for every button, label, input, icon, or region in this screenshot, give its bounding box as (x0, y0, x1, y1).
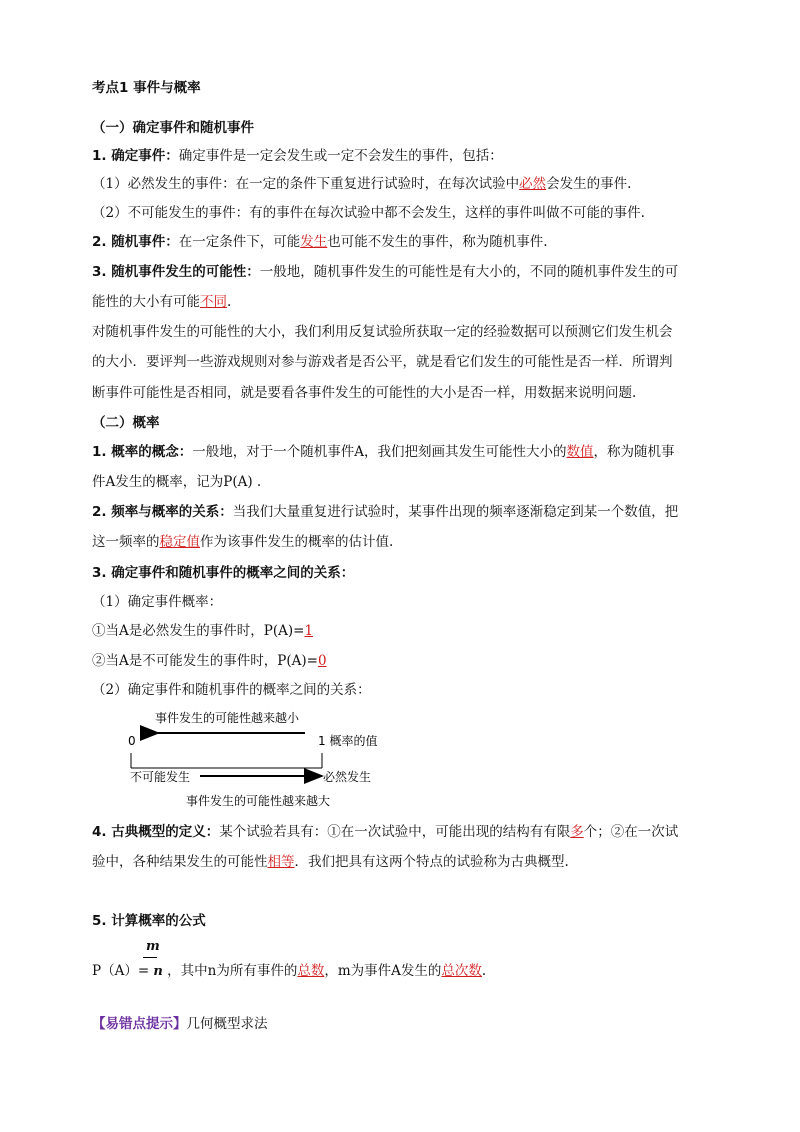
tip-line (92, 1014, 268, 1034)
text: 作为该事件发生的概率的估计值. (200, 534, 394, 550)
blank-answer: 1 (304, 623, 314, 639)
item-label: 2. 随机事件： (92, 234, 179, 250)
subheading-2: （二）概率 (92, 415, 160, 431)
scale-right-label: 1 概率的值 (318, 734, 378, 748)
item-prob-3d: （2）确定事件和随机事件的概率之间的关系： (92, 682, 371, 698)
item-label: 1. 概率的概念： (92, 444, 193, 460)
text: 验中，各种结果发生的可能性 (92, 854, 268, 870)
text: ，称为随机事 (593, 444, 675, 460)
tip-text: 几何概型求法 (186, 1016, 268, 1032)
text: ②当A是不可能发生的事件时，P(A)= (92, 653, 318, 669)
para-line: 断事件可能性是否相同，就是要看各事件发生的可能性的大小是否一样，用数据来说明问题. (92, 385, 637, 401)
text: ①当A是必然发生的事件时，P(A)= (92, 623, 305, 639)
text: 当我们大量重复进行试验时，某事件出现的频率逐渐稳定到某一个数值，把 (232, 504, 679, 520)
text: 一般地，对于一个随机事件A，我们把刻画其发生可能性大小的 (192, 444, 567, 460)
blank-answer: 多 (570, 824, 584, 840)
item-label: 2. 频率与概率的关系： (92, 504, 233, 520)
item-text: 确定事件是一定会发生或一定不会发生的事件，包括： (178, 148, 503, 164)
text: ，m为事件A发生的 (324, 963, 442, 979)
blank-answer: 稳定值 (159, 534, 200, 550)
item-label: 3. 随机事件发生的可能性： (92, 264, 260, 280)
blank-answer: 数值 (566, 444, 594, 460)
text: P（A）= (92, 963, 150, 979)
text: 也可能不发生的事件，称为随机事件. (327, 234, 548, 250)
item-prob-4 (92, 822, 678, 842)
bottom-left-label: 不可能发生 (130, 770, 191, 784)
text: 能性的大小有可能 (92, 294, 200, 310)
section-title: 考点1 事件与概率 (92, 80, 201, 96)
fraction-bar (143, 957, 157, 958)
blank-answer: 必然 (519, 176, 547, 192)
item-prob-4-line2 (92, 852, 569, 872)
blank-answer: 总次数 (441, 963, 482, 979)
item-label: 4. 古典概型的定义： (92, 824, 220, 840)
text: 个；②在一次试 (583, 824, 679, 840)
text: ．我们把具有这两个特点的试验称为古典概型. (294, 854, 569, 870)
item-prob-1-line2: 件A发生的概率，记为P(A) . (92, 474, 262, 490)
para-line: 的大小．要评判一些游戏规则对参与游戏者是否公平，就是看它们发生的可能性是否一样．所谓判 (92, 354, 673, 370)
scale-left-label: 0 (128, 734, 136, 748)
text: （1）必然发生的事件：在一定的条件下重复进行试验时，在每次试验中 (92, 176, 520, 192)
subheading-1: （一）确定事件和随机事件 (92, 120, 254, 136)
text: 某个试验若具有：①在一次试验中，可能出现的结构有有限 (219, 824, 571, 840)
fraction-numerator: m (146, 939, 160, 954)
text: . (227, 294, 232, 310)
item-prob-3: 3. 确定事件和随机事件的概率之间的关系： (92, 565, 355, 581)
text: 在一定条件下，可能 (178, 234, 301, 250)
blank-answer: 相等 (267, 854, 295, 870)
text: ，其中n为所有事件的 (167, 963, 298, 979)
item-1b: （2）不可能发生的事件：有的事件在每次试验中都不会发生，这样的事件叫做不可能的事件. (92, 205, 645, 221)
top-label: 事件发生的可能性越来越小 (155, 711, 300, 725)
para-line: 对随机事件发生的可能性的大小，我们利用反复试验所获取一定的经验数据可以预测它们发生机会 (92, 324, 673, 340)
bottom-right-label: 必然发生 (323, 770, 372, 784)
blank-answer: 0 (317, 653, 327, 669)
text: 一般地，随机事件发生的可能性是有大小的，不同的随机事件发生的可 (259, 264, 679, 280)
bottom-label: 事件发生的可能性越来越大 (186, 794, 331, 808)
fraction-denominator: n (153, 964, 163, 979)
text: 这一频率的 (92, 534, 160, 550)
tip-label: 【易错点提示】 (92, 1016, 187, 1032)
item-label: 1. 确定事件： (92, 148, 179, 164)
text: . (481, 963, 487, 979)
blank-answer: 总数 (297, 963, 325, 979)
formula-line (92, 961, 486, 982)
item-prob-3a: （1）确定事件概率： (92, 594, 223, 610)
item-prob-5: 5. 计算概率的公式 (92, 913, 206, 929)
text: 会发生的事件. (546, 176, 632, 192)
blank-answer: 发生 (300, 234, 328, 250)
blank-answer: 不同 (200, 294, 227, 310)
